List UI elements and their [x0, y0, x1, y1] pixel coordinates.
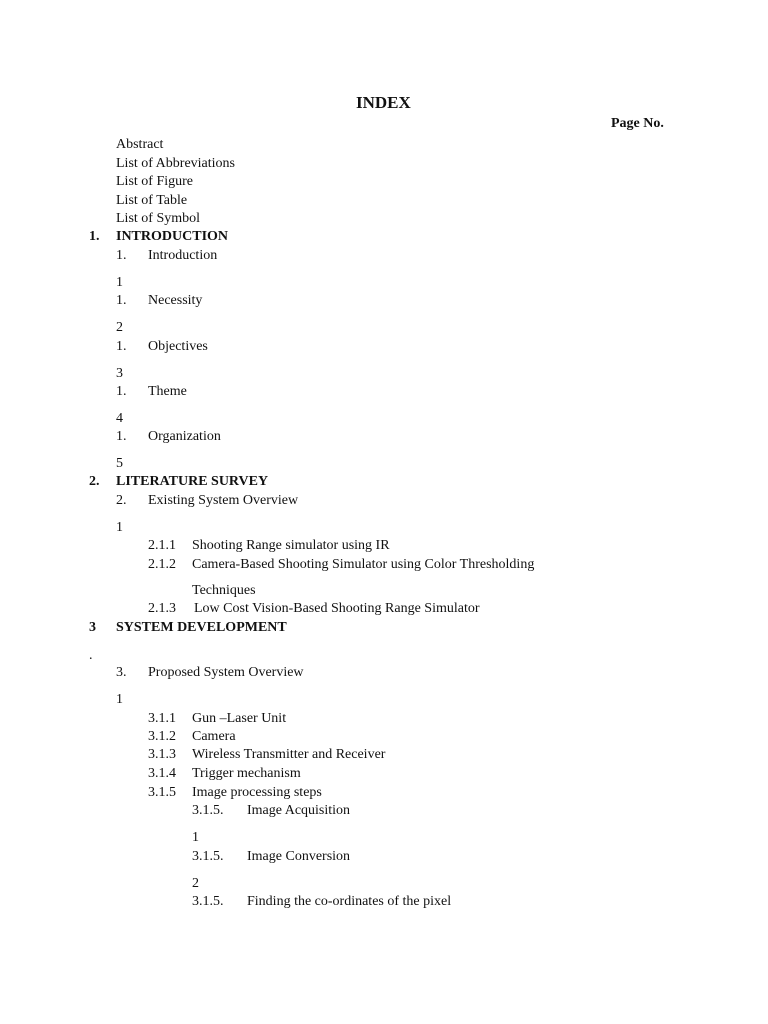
section-number: 1.: [116, 429, 127, 444]
section-sub-number: 4: [116, 411, 123, 426]
section-proposed-system: Proposed System Overview: [148, 665, 304, 680]
section-sub-number: 1: [116, 692, 123, 707]
chapter-1-title: INTRODUCTION: [116, 229, 229, 244]
chapter-3-title: SYSTEM DEVELOPMENT: [116, 620, 287, 635]
section-organization: Organization: [148, 429, 221, 444]
section-existing-system: Existing System Overview: [148, 493, 299, 508]
subsection-number: 2.1.3: [148, 601, 176, 616]
section-number: 1.: [116, 293, 127, 308]
chapter-1-number: 1.: [89, 229, 100, 244]
subsection-camera: Camera: [192, 729, 236, 744]
subsection-camera-simulator-cont: Techniques: [192, 583, 256, 598]
section-number: 3.: [116, 665, 127, 680]
front-matter-abbreviations: List of Abbreviations: [116, 156, 235, 171]
subsubsection-image-conversion: Image Conversion: [247, 849, 351, 864]
subsection-number: 2.1.1: [148, 538, 176, 553]
subsection-ir-simulator: Shooting Range simulator using IR: [192, 538, 390, 553]
subsubsection-sub-number: 2: [192, 876, 199, 891]
subsection-gun-laser: Gun –Laser Unit: [192, 711, 287, 726]
subsubsection-sub-number: 1: [192, 830, 199, 845]
subsubsection-pixel-coordinates: Finding the co-ordinates of the pixel: [247, 894, 452, 909]
subsubsection-number: 3.1.5.: [192, 894, 224, 909]
section-sub-number: 1: [116, 520, 123, 535]
section-number: 1.: [116, 248, 127, 263]
front-matter-symbols: List of Symbol: [116, 211, 201, 226]
chapter-2-number: 2.: [89, 474, 100, 489]
section-introduction: Introduction: [148, 248, 218, 263]
section-necessity: Necessity: [148, 293, 203, 308]
section-sub-number: 3: [116, 366, 123, 381]
section-theme: Theme: [148, 384, 187, 399]
chapter-2-title: LITERATURE SURVEY: [116, 474, 269, 489]
subsection-number: 3.1.5: [148, 785, 176, 800]
page-no-header: Page No.: [611, 116, 664, 131]
subsection-wireless: Wireless Transmitter and Receiver: [192, 747, 386, 762]
subsubsection-number: 3.1.5.: [192, 849, 224, 864]
section-objectives: Objectives: [148, 339, 208, 354]
subsection-image-processing: Image processing steps: [192, 785, 322, 800]
subsection-number: 3.1.3: [148, 747, 176, 762]
section-sub-number: 5: [116, 456, 123, 471]
front-matter-figures: List of Figure: [116, 174, 193, 189]
front-matter-abstract: Abstract: [116, 137, 164, 152]
subsection-number: 2.1.2: [148, 557, 176, 572]
subsection-number: 3.1.1: [148, 711, 176, 726]
subsubsection-number: 3.1.5.: [192, 803, 224, 818]
subsubsection-image-acquisition: Image Acquisition: [247, 803, 351, 818]
section-number: 1.: [116, 339, 127, 354]
subsection-number: 3.1.2: [148, 729, 176, 744]
section-sub-number: 1: [116, 275, 123, 290]
section-number: 2.: [116, 493, 127, 508]
subsection-camera-simulator: Camera-Based Shooting Simulator using Color Thresholding: [192, 557, 535, 572]
chapter-3-number: 3: [89, 620, 96, 635]
subsection-low-cost-simulator: Low Cost Vision-Based Shooting Range Simulator: [194, 601, 480, 616]
front-matter-tables: List of Table: [116, 193, 188, 208]
section-number: 1.: [116, 384, 127, 399]
page-title: INDEX: [356, 93, 411, 112]
subsection-number: 3.1.4: [148, 766, 176, 781]
chapter-3-dot: .: [89, 648, 93, 663]
section-sub-number: 2: [116, 320, 123, 335]
subsection-trigger: Trigger mechanism: [192, 766, 301, 781]
